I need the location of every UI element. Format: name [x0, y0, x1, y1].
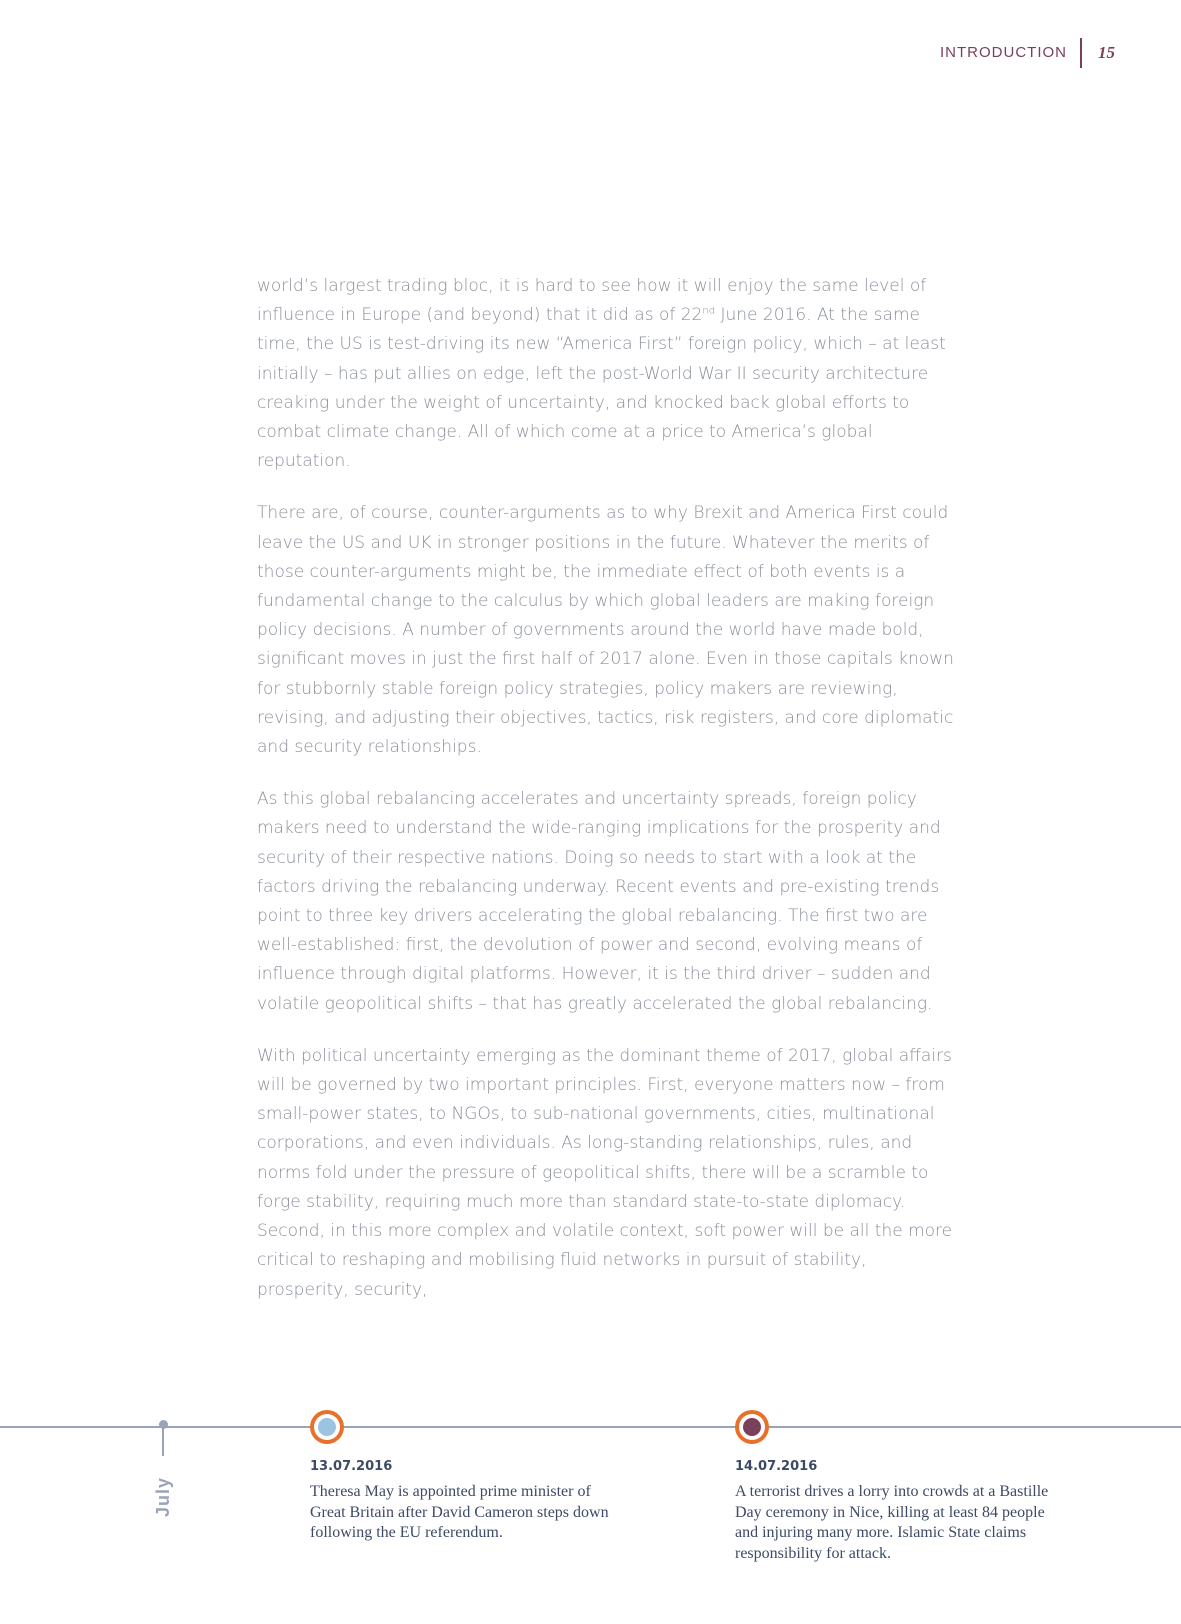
event-marker-2-core	[743, 1418, 761, 1436]
month-dot	[159, 1420, 168, 1429]
body-text	[257, 272, 957, 1328]
event-2-description: A terrorist drives a lorry into crowds at a Bastille Day ceremony in Nice, killing at least 84 people and injuring many more. Islamic State claims responsibility for attack.	[735, 1483, 1049, 1562]
paragraph-1	[257, 272, 957, 476]
event-marker-1	[310, 1410, 344, 1444]
event-1-description: Theresa May is appointed prime minister of Great Britain after David Cameron steps down following the EU referendum.	[310, 1483, 609, 1541]
section-title: INTRODUCTION	[940, 44, 1067, 61]
paragraph-1-part-1: world’s largest trading bloc, it is hard to see how it will enjoy the same level of influence in Europe (and beyond) that it did as of 22	[257, 276, 927, 326]
event-1-date: 13.07.2016	[310, 1459, 393, 1474]
event-marker-2	[735, 1410, 769, 1444]
event-2-date: 14.07.2016	[735, 1459, 818, 1474]
event-marker-1-core	[318, 1418, 336, 1436]
paragraph-3: As this global rebalancing accelerates and uncertainty spreads, foreign policy makers need to understand the wide-ranging implications for the prosperity and security of their respective nations. Doing so needs to start with a look at the factors driving the rebalancing underway. Recent events and pre-existing trends point to three key drivers accelerating the global rebalancing. The first two are well-established: first, the devolution of power and second, evolving means of influence through digital platforms. However, it is the third driver – sudden and volatile geopolitical shifts – that has greatly accelerated the global rebalancing.	[257, 789, 941, 1014]
ordinal-suffix: nd	[702, 305, 716, 317]
page-number: 15	[1098, 43, 1115, 62]
header-divider	[1080, 38, 1082, 68]
timeline-line	[0, 1426, 1181, 1428]
paragraph-1-part-2: June 2016. At the same time, the US is test-driving its new “America First” foreign policy, which – at least initially – has put allies on edge, left the post-World War II security architecture creaking under the weight of uncertainty, and knocked back global efforts to combat climate change. All of which come at a price to America’s global reputation.	[257, 305, 946, 472]
timeline-month-label: July	[153, 1476, 173, 1517]
paragraph-4: With political uncertainty emerging as the dominant theme of 2017, global affairs will be governed by two important principles. First, everyone matters now – from small-power states, to NGOs, to sub-national governments, cities, multinational corporations, and even individuals. As long-standing relationships, rules, and norms fold under the pressure of geopolitical shifts, there will be a scramble to forge stability, requiring much more than standard state-to-state diplomacy. Second, in this more complex and volatile context, soft power will be all the more critical to reshaping and mobilising fluid networks in pursuit of stability, prosperity, security,	[257, 1045, 953, 1300]
month-tick	[162, 1426, 164, 1456]
paragraph-2: There are, of course, counter-arguments as to why Brexit and America First could leave the US and UK in stronger positions in the future. Whatever the merits of those counter-arguments might be, the immediate effect of both events is a fundamental change to the calculus by which global leaders are making foreign policy decisions. A number of governments around the world have made bold, significant moves in just the first half of 2017 alone. Even in those capitals known for stubbornly stable foreign policy strategies, policy makers are reviewing, revising, and adjusting their objectives, tactics, risk registers, and core diplomatic and security relationships.	[257, 503, 954, 758]
